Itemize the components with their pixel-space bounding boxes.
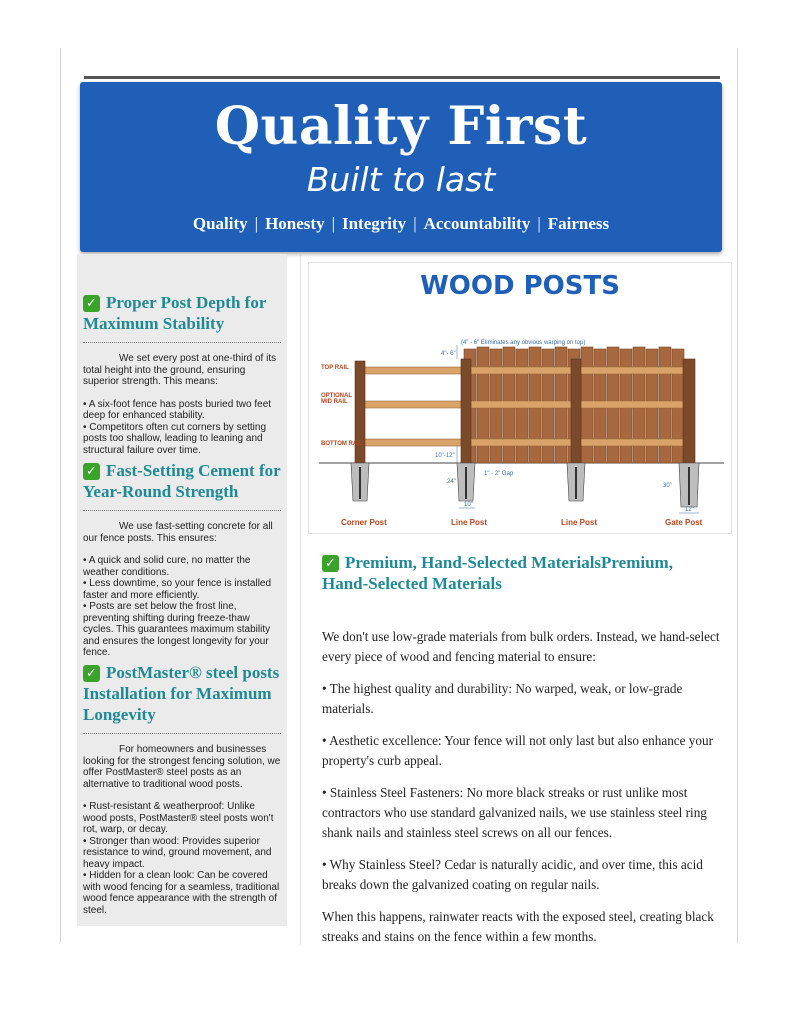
paragraph: • Why Stainless Steel? Cedar is naturally acidic, and over time, this acid breaks down the galvanized coating on regular nails. bbox=[322, 857, 703, 892]
column-divider bbox=[300, 255, 301, 945]
value-honesty: Honesty bbox=[265, 214, 325, 233]
bullet-item: • Stronger than wood: Provides superior resistance to wind, ground movement, and heavy impact. bbox=[83, 835, 272, 870]
value-integrity: Integrity bbox=[341, 214, 407, 233]
gate-post bbox=[683, 359, 695, 477]
paragraph: • Stainless Steel Fasteners: No more black streaks or rust unlike most contractors who use standard galvanized nails, we use stainless steel ring shank nails and stainless steel screws on all our fences. bbox=[322, 785, 707, 840]
materials-body bbox=[322, 627, 722, 959]
check-icon: ✓ bbox=[322, 555, 339, 572]
footings bbox=[351, 463, 699, 507]
dotted-divider bbox=[83, 510, 281, 511]
value-accountability: Accountability bbox=[423, 214, 531, 233]
line-post-label: Line Post bbox=[561, 518, 598, 527]
bullet-item: • A six-foot fence has posts buried two feet deep for enhanced stability. bbox=[83, 398, 272, 421]
paragraph: • The highest quality and durability: No warped, weak, or low-grade materials. bbox=[322, 681, 683, 716]
section-heading-text: Fast-Setting Cement for Year-Round Strength bbox=[83, 461, 281, 501]
section-heading-text: PostMaster® steel posts Installation for Maximum Longevity bbox=[83, 663, 280, 724]
bullet-item: • Hidden for a clean look: Can be covered with wood fencing for a seamless, traditional wood fence appearance with the strength of steel. bbox=[83, 870, 280, 916]
section-body bbox=[83, 353, 281, 456]
top-gap-measure: 4"- 6" bbox=[441, 351, 456, 357]
line-post bbox=[571, 359, 581, 471]
top-warp-note: (4" - 6" Eliminates any obvious warping on top) bbox=[461, 340, 586, 346]
page-edge-left bbox=[60, 48, 61, 943]
value-separator: | bbox=[254, 214, 259, 233]
section-intro: We use fast-setting concrete for all our fence posts. This ensures: bbox=[83, 521, 273, 544]
bottom-rail-label: BOTTOM RAIL bbox=[321, 441, 363, 447]
diagram-title: WOOD POSTS bbox=[420, 271, 620, 301]
section-heading bbox=[83, 460, 281, 502]
section-fast-cement bbox=[83, 460, 281, 659]
bullet-item: • Posts are set below the frost line, preventing shifting during freeze-thaw cycles. This guarantees maximum stability and ensures the longest longevity for your fence. bbox=[83, 601, 271, 658]
top-rail-label: TOP RAIL bbox=[321, 365, 349, 371]
section-heading-text: Proper Post Depth for Maximum Stability bbox=[83, 293, 267, 333]
section-intro: For homeowners and businesses looking for the strongest fencing solution, we offer PostMaster® steel posts as an alternative to traditional wood posts. bbox=[83, 744, 281, 790]
section-heading bbox=[83, 292, 281, 334]
width-right-measure: 12" bbox=[685, 507, 694, 513]
value-separator: | bbox=[537, 214, 541, 233]
line-post-label: Line Post bbox=[451, 518, 488, 527]
fence-illustration bbox=[309, 263, 731, 533]
banner-subtitle: Built to last bbox=[306, 160, 496, 199]
section-post-depth bbox=[83, 292, 281, 456]
header-banner bbox=[80, 82, 722, 252]
value-separator: | bbox=[331, 214, 335, 233]
depth-left-measure: 24" bbox=[447, 479, 456, 485]
bullet-item: • Rust-resistant & weatherproof: Unlike wood posts, PostMaster® steel posts won't rot, warp, or decay. bbox=[83, 801, 274, 835]
value-fairness: Fairness bbox=[547, 214, 610, 233]
line-post bbox=[461, 359, 471, 471]
paragraph: When this happens, rainwater reacts with the exposed steel, creating black streaks and stains on the fence within a few months. bbox=[322, 909, 714, 944]
section-body bbox=[83, 521, 281, 659]
banner-title: Quality First bbox=[214, 96, 588, 157]
corner-post-label: Corner Post bbox=[341, 518, 387, 527]
bottom-gap-measure: 10"-12" bbox=[435, 453, 455, 459]
gap-measure: 1" - 2" Gap bbox=[484, 471, 514, 477]
check-icon: ✓ bbox=[83, 295, 100, 312]
depth-right-measure: 30" bbox=[663, 483, 672, 489]
value-separator: | bbox=[413, 214, 417, 233]
section-postmaster bbox=[83, 662, 281, 916]
dotted-divider bbox=[83, 342, 281, 343]
sidebar bbox=[77, 254, 287, 926]
paragraph: • Aesthetic excellence: Your fence will not only last but also enhance your property's curb appeal. bbox=[322, 733, 713, 768]
corner-post bbox=[355, 361, 365, 471]
banner-values bbox=[80, 214, 722, 234]
section-body bbox=[83, 744, 281, 916]
bullet-item: • A quick and solid cure, no matter the weather conditions. bbox=[83, 555, 251, 578]
check-icon: ✓ bbox=[83, 463, 100, 480]
paragraph: We don't use low-grade materials from bulk orders. Instead, we hand-select every piece of wood and fencing material to ensure: bbox=[322, 629, 720, 664]
mid-rail-label: OPTIONAL MID RAIL bbox=[321, 393, 352, 405]
section-heading bbox=[83, 662, 281, 725]
gate-post-label: Gate Post bbox=[665, 518, 703, 527]
wood-posts-diagram bbox=[308, 262, 732, 534]
width-left-measure: 10" bbox=[464, 502, 473, 508]
materials-heading-text: Premium, Hand-Selected MaterialsPremium, Hand-Selected Materials bbox=[322, 553, 673, 593]
bullet-item: • Less downtime, so your fence is installed faster and more efficiently. bbox=[83, 578, 272, 601]
dotted-divider bbox=[83, 733, 281, 734]
bullet-item: • Competitors often cut corners by setting posts too shallow, leading to leaning and structural failure over time. bbox=[83, 421, 267, 456]
page-edge-right bbox=[737, 48, 738, 943]
materials-heading bbox=[322, 552, 722, 594]
value-quality: Quality bbox=[192, 214, 248, 233]
banner-top-line bbox=[84, 76, 720, 79]
section-intro: We set every post at one-third of its total height into the ground, ensuring superior strength. This means: bbox=[83, 353, 277, 387]
check-icon: ✓ bbox=[83, 665, 100, 682]
